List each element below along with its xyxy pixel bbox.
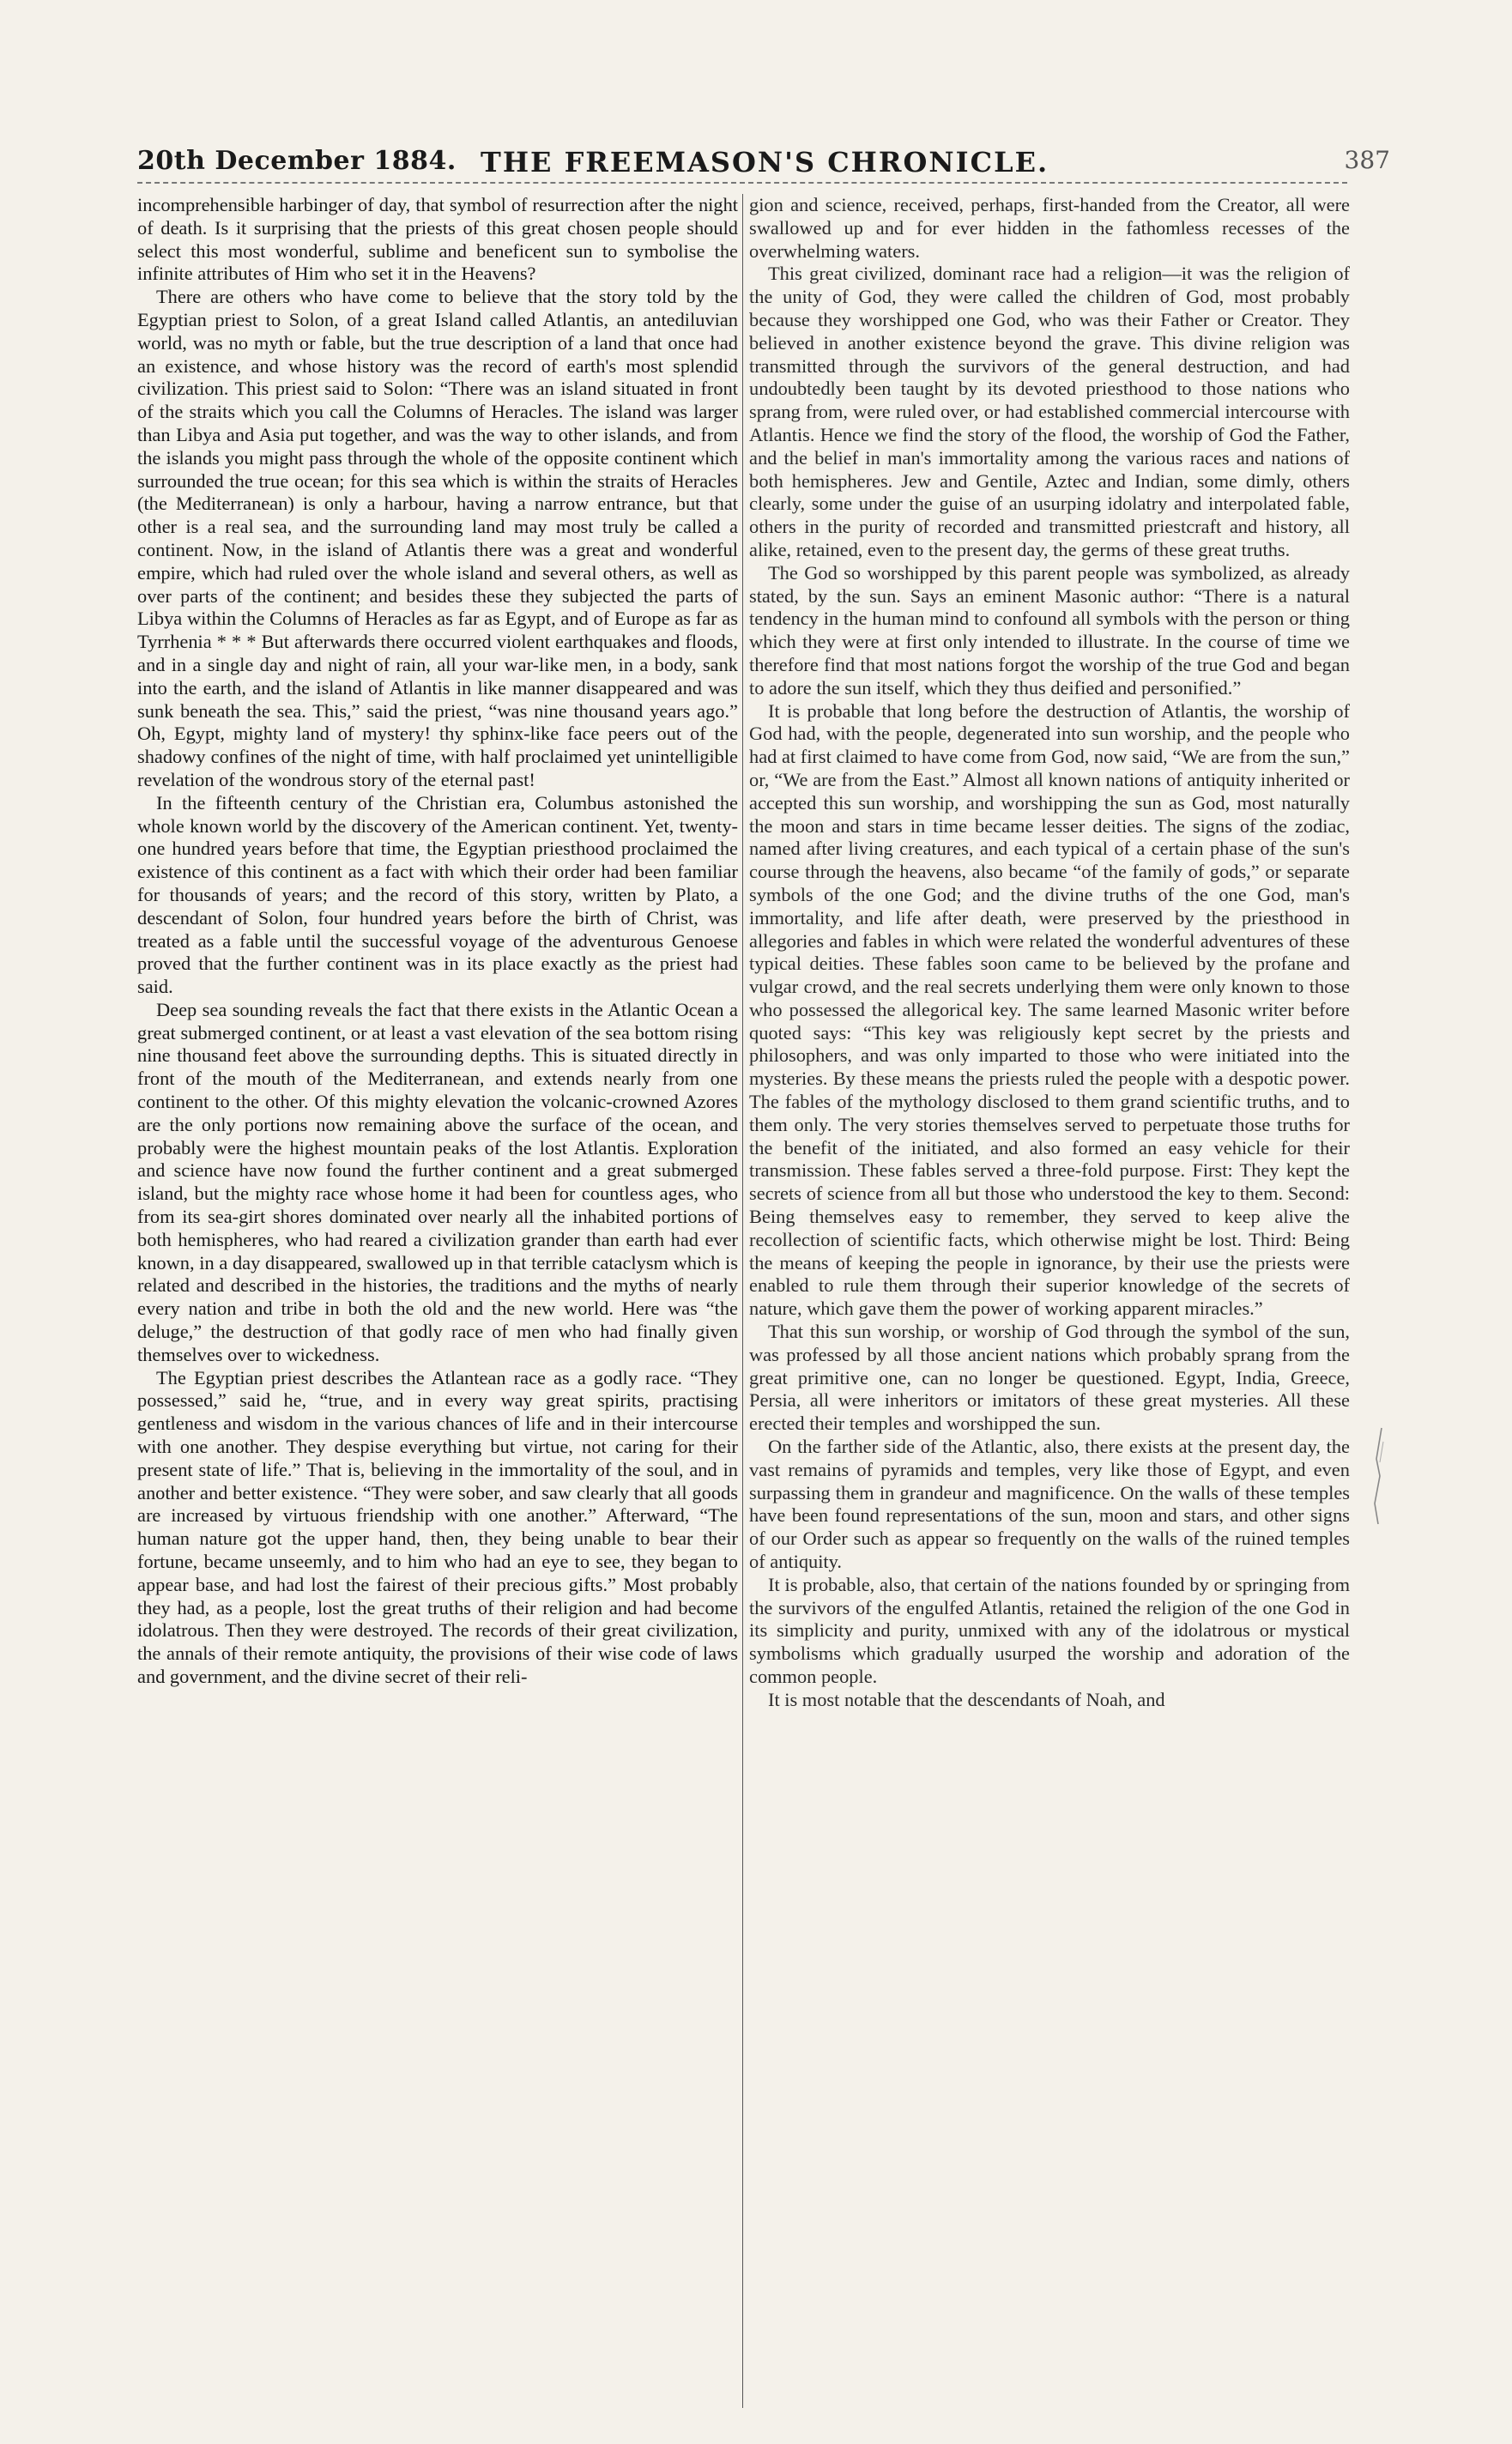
paragraph: gion and science, received, perhaps, first-handed from the Creator, all were swallowed up and for ever hidden in the fathomless recesses of the overwhelming waters.	[749, 194, 1350, 262]
issue-date: 20th December 1884.	[137, 146, 457, 176]
paragraph: The Egyptian priest describes the Atlantean race as a godly race. “They possessed,” said he, “true, and in every way great spirits, practising gentleness and wisdom in the various chances of life and in their intercourse with one another. They despise everything but virtue, not caring for their present state of life.” That is, believing in the immortality of the soul, and in another and better existence. “They were sober, and saw clearly that all goods are increased by virtuous friendship with one another.” Afterward, “The human nature got the upper hand, then, they being unable to bear their fortune, became unseemly, and to him who had an eye to see, they began to appear base, and had lost the fairest of their precious gifts.” Most probably they had, as a people, lost the great truths of their religion and had become idolatrous. Then they were destroyed. The records of their great civilization, the annals of their remote antiquity, the provisions of their wise code of laws and government, and the divine secret of their reli-	[137, 1366, 738, 1687]
paragraph: incomprehensible harbinger of day, that symbol of resurrection after the night of death. Is it surprising that the priests of this great chosen people should select this most wonderful, sublime and beneficent sun to symbolise the infinite attributes of Him who set it in the Heavens?	[137, 194, 738, 285]
paragraph: In the fifteenth century of the Christian era, Columbus astonished the whole known world by the discovery of the American continent. Yet, twenty-one hundred years before that time, the Egyptian priesthood proclaimed the existence of this continent as a fact with which their order had been familiar for thousands of years; and the record of this story, written by Plato, a descendant of Solon, four hundred years before the birth of Christ, was treated as a fable until the successful voyage of the adventurous Genoese proved that the further continent was in its place exactly as the priest had said.	[137, 791, 738, 998]
page-number: 387	[1344, 146, 1390, 174]
column-divider	[742, 194, 743, 2408]
header-rule	[137, 182, 1347, 184]
right-column	[749, 194, 1350, 2408]
paragraph: This great civilized, dominant race had a religion—it was the religion of the unity of God, they were called the children of God, most probably because they worshipped one God, who was their Father or Creator. They believed in another existence beyond the grave. This divine religion was transmitted through the survivors of the general destruction, and had undoubtedly been taught by its devoted priesthood to those nations who sprang from, were ruled over, or had established commercial intercourse with Atlantis. Hence we find the story of the flood, the worship of God the Father, and the belief in man's immortality among the various races and nations of both hemispheres. Jew and Gentile, Aztec and Indian, some dimly, others clearly, some under the guise of an usurping idolatry and interpolated fable, others in the purity of recorded and transmitted priestcraft and history, all alike, retained, even to the present day, the germs of these great truths.	[749, 263, 1350, 560]
paragraph: It is probable that long before the destruction of Atlantis, the worship of God had, with the people, degenerated into sun worship, and the people who had at first claimed to have come from God, now said, “We are from the sun,” or, “We are from the East.” Almost all known nations of antiquity inherited or accepted this sun worship, and worshipping the sun as God, most naturally the moon and stars in time became lesser deities. The signs of the zodiac, named after living creatures, and each typical of a certain phase of the sun's course through the heavens, also became “of the family of gods,” or separate symbols of the one God; and the divine truths of the one God, man's immortality, and life after death, were preserved by the priesthood in allegories and fables in which were related the wonderful adventures of these typical deities. These fables soon came to be believed by the profane and vulgar crowd, and the real secrets underlying them were only known to those who possessed the allegorical key. The same learned Masonic writer before quoted says: “This key was religiously kept secret by the priests and philosophers, and was only imparted to those who were initiated into the mysteries. By these means the priests ruled the people with a despotic power. The fables of the mythology disclosed to them grand scientific truths, and to them only. The very stories themselves served to perpetuate those truths for the benefit of the initiated, and also formed an easy vehicle for their transmission. These fables served a three-fold purpose. First: They kept the secrets of science from all but those who understood the key to them. Second: Being themselves easy to remember, they served to keep alive the recollection of scientific facts, which otherwise might be lost. Third: Being the means of keeping the people in ignorance, by their use the priests were enabled to rule them through their superior knowledge of the secrets of nature, which gave them the power of working apparent miracles.”	[749, 699, 1350, 1320]
page-header	[137, 129, 1399, 180]
paragraph: On the farther side of the Atlantic, also, there exists at the present day, the vast remains of pyramids and temples, very like those of Egypt, and even surpassing them in grandeur and magnificence. On the walls of these temples have been found representations of the sun, moon and stars, and other signs of our Order such as appear so frequently on the walls of the ruined temples of antiquity.	[749, 1436, 1350, 1573]
paragraph: Deep sea sounding reveals the fact that there exists in the Atlantic Ocean a great submerged continent, or at least a vast elevation of the sea bottom rising nine thousand feet above the surrounding depths. This is situated directly in front of the mouth of the Mediterranean, and extends nearly from one continent to the other. Of this mighty elevation the volcanic-crowned Azores are the only portions now remaining above the surface of the ocean, and probably were the highest mountain peaks of the lost Atlantis. Exploration and science have now found the further continent and a great submerged island, but the mighty race whose home it had been for countless ages, who from its sea-girt shores dominated over nearly all the inhabited portions of both hemispheres, who had reared a civilization grander than earth had ever known, in a day disappeared, swallowed up in that terrible cataclysm which is related and described in the histories, the traditions and the myths of nearly every nation and tribe in both the old and the new world. Here was “the deluge,” the destruction of that godly race of men who had finally given themselves over to wickedness.	[137, 998, 738, 1365]
paragraph: It is probable, also, that certain of the nations founded by or springing from the survivors of the engulfed Atlantis, retained the religion of the one God in its simplicity and purity, unmixed with any of the idolatrous or mystical symbolisms which gradually usurped the worship and adoration of the common people.	[749, 1573, 1350, 1687]
paragraph: That this sun worship, or worship of God through the symbol of the sun, was professed by all those ancient nations which probably sprang from the great primitive one, can no longer be questioned. Egypt, India, Greece, Persia, all were inheritors or imitators of these great mysteries. All these erected their temples and worshipped the sun.	[749, 1321, 1350, 1435]
paragraph: There are others who have come to believe that the story told by the Egyptian priest to Solon, of a great Island called Atlantis, an antediluvian world, was no myth or fable, but the true description of a land that once had an existence, and whose history was the record of earth's most splendid civilization. This priest said to Solon: “There was an island situated in front of the straits which you call the Columns of Heracles. The island was larger than Libya and Asia put together, and was the way to other islands, and from the islands you might pass through the whole of the opposite continent which surrounded the true ocean; for this sea which is within the straits of Heracles (the Mediterranean) is only a harbour, having a narrow entrance, but that other is a real sea, and the surrounding land may most truly be called a continent. Now, in the island of Atlantis there was a great and wonderful empire, which had ruled over the whole island and several others, as well as over parts of the continent; and besides these they subjected the parts of Libya within the Columns of Heracles as far as Egypt, and of Europe as far as Tyrrhenia * * * But afterwards there occurred violent earthquakes and floods, and in a single day and night of rain, all your war-like men, in a body, sank into the earth, and the island of Atlantis in like manner disappeared and was sunk beneath the sea. This,” said the priest, “was nine thousand years ago.” Oh, Egypt, mighty land of mystery! thy sphinx-like face peers out of the shadowy confines of the night of time, with half proclaimed yet unintelligible revelation of the wondrous story of the eternal past!	[137, 286, 738, 790]
paragraph: It is most notable that the descendants of Noah, and	[768, 1688, 1165, 1710]
paragraph: The God so worshipped by this parent people was symbolized, as already stated, by the sun. Says an eminent Masonic author: “There is a natural tendency in the human mind to confound all symbols with the person or thing which they were at first only intended to illustrate. In the course of time we therefore find that most nations forgot the worship of the true God and began to adore the sun itself, which they thus deified and personified.”	[749, 561, 1350, 699]
margin-pencil-mark	[1366, 1425, 1392, 1528]
left-column	[137, 194, 738, 2408]
publication-title: THE FREEMASON'S CHRONICLE.	[481, 146, 1049, 178]
